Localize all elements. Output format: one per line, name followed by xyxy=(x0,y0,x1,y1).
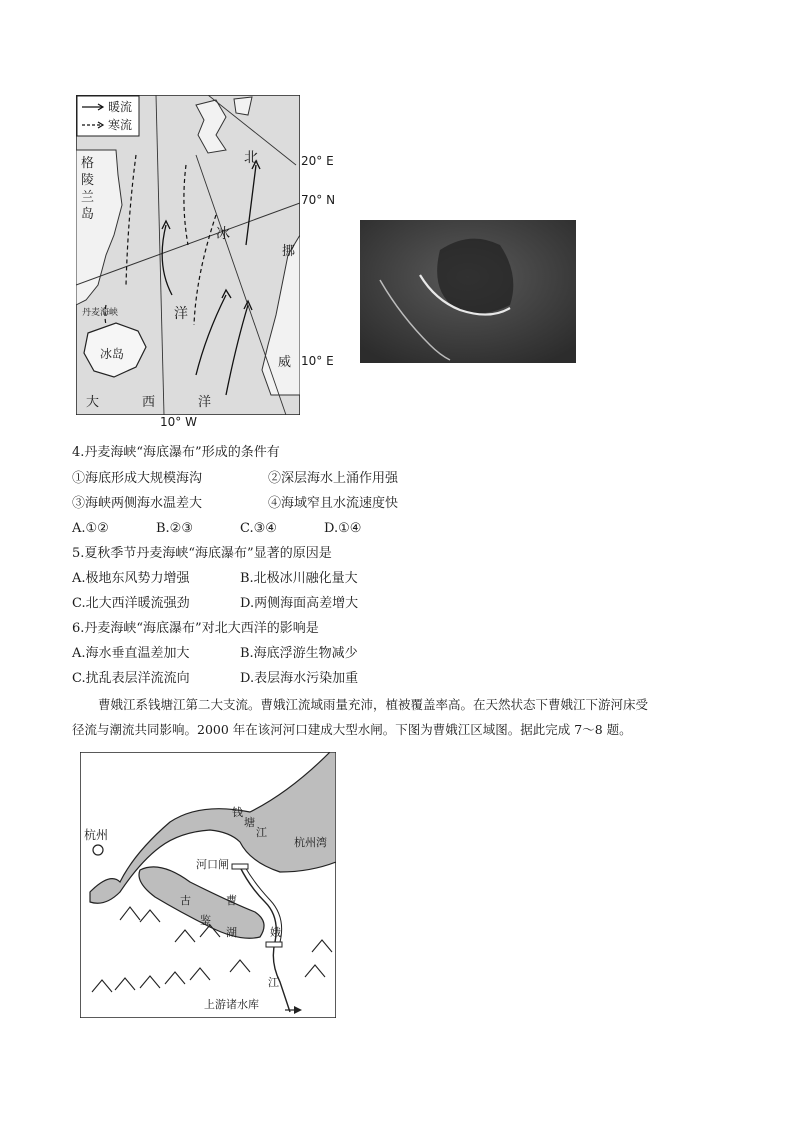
label-bei: 北 xyxy=(244,150,258,166)
lon-10w-label: 10° W xyxy=(160,415,197,429)
q4-option-a[interactable]: A.①② xyxy=(72,521,109,536)
reservoir-label: 上游诸水库 xyxy=(204,998,259,1011)
greenland-char: 岛 xyxy=(81,207,95,222)
passage-line-2: 径流与潮流共同影响。2000 年在该河河口建成大型水闸。下图为曹娥江区域图。据此完成 7～8 题。 xyxy=(72,722,632,737)
satellite-photo xyxy=(360,220,576,363)
q4-statement-4: ④海域窄且水流速度快 xyxy=(268,496,399,511)
denmark-strait-label: 丹麦海峡 xyxy=(82,308,119,318)
label-xi: 西 xyxy=(142,395,156,410)
q4-statement-2: ②深层海水上涌作用强 xyxy=(268,471,399,486)
hangzhou-label: 杭州 xyxy=(84,828,109,842)
qiantang-label-1: 钱 xyxy=(232,806,243,819)
legend-warm-label: 暖流 xyxy=(108,100,133,114)
river-gate-label: 河口闸 xyxy=(196,858,229,871)
river-jiang-label: 江 xyxy=(268,976,279,989)
iceland-label: 冰岛 xyxy=(100,347,125,361)
label-da: 大 xyxy=(86,395,100,410)
greenland-char: 陵 xyxy=(81,173,95,188)
north-atlantic-map xyxy=(76,95,300,415)
norway-label-2: 威 xyxy=(278,355,292,370)
lat-70n-label: 70° N xyxy=(301,193,336,207)
q5-stem: 5.夏秋季节丹麦海峡“海底瀑布”显著的原因是 xyxy=(72,546,332,561)
q6-option-d[interactable]: D.表层海水污染加重 xyxy=(240,671,359,686)
lon-20e-label: 20° E xyxy=(301,154,334,168)
greenland-char: 兰 xyxy=(81,190,95,205)
q6-stem: 6.丹麦海峡“海底瀑布”对北大西洋的影响是 xyxy=(72,621,319,636)
lake-hu-label: 湖 xyxy=(226,926,237,939)
greenland-char: 格 xyxy=(81,156,95,171)
legend-cold-label: 寒流 xyxy=(108,118,133,132)
caoe-river-map xyxy=(80,752,336,1018)
q6-option-a[interactable]: A.海水垂直温差加大 xyxy=(72,646,190,661)
label-yang2: 洋 xyxy=(198,395,212,410)
hangzhou-bay-label: 杭州湾 xyxy=(294,836,327,849)
label-yang: 洋 xyxy=(174,306,188,322)
lake-jian-label: 鉴 xyxy=(200,914,211,927)
q4-option-b[interactable]: B.②③ xyxy=(156,521,193,536)
river-e-label: 娥 xyxy=(270,926,281,939)
qiantang-label-3: 江 xyxy=(256,826,267,839)
q4-option-d[interactable]: D.①④ xyxy=(324,521,362,536)
q6-option-c[interactable]: C.扰乱表层洋流流向 xyxy=(72,671,190,686)
q4-option-c[interactable]: C.③④ xyxy=(240,521,277,536)
q4-statement-1: ①海底形成大规模海沟 xyxy=(72,471,203,486)
qiantang-label-2: 塘 xyxy=(244,816,255,829)
passage-line-1: 曹娥江系钱塘江第二大支流。曹娥江流域雨量充沛，植被覆盖率高。在天然状态下曹娥江下游河床受 xyxy=(98,697,649,712)
q5-option-b[interactable]: B.北极冰川融化量大 xyxy=(240,571,358,586)
lake-gu-label: 古 xyxy=(180,894,191,907)
q4-statement-3: ③海峡两侧海水温差大 xyxy=(72,496,203,511)
norway-label-1: 挪 xyxy=(282,244,296,259)
river-cao-label: 曹 xyxy=(226,894,237,907)
q4-stem: 4.丹麦海峡“海底瀑布”形成的条件有 xyxy=(72,445,280,460)
greenland-label xyxy=(81,155,97,223)
lon-10e-label: 10° E xyxy=(301,354,334,368)
label-bing: 冰 xyxy=(216,226,230,242)
q5-option-c[interactable]: C.北大西洋暖流强劲 xyxy=(72,596,190,611)
q5-option-d[interactable]: D.两侧海面高差增大 xyxy=(240,596,359,611)
q6-option-b[interactable]: B.海底浮游生物减少 xyxy=(240,646,358,661)
q5-option-a[interactable]: A.极地东风势力增强 xyxy=(72,571,190,586)
